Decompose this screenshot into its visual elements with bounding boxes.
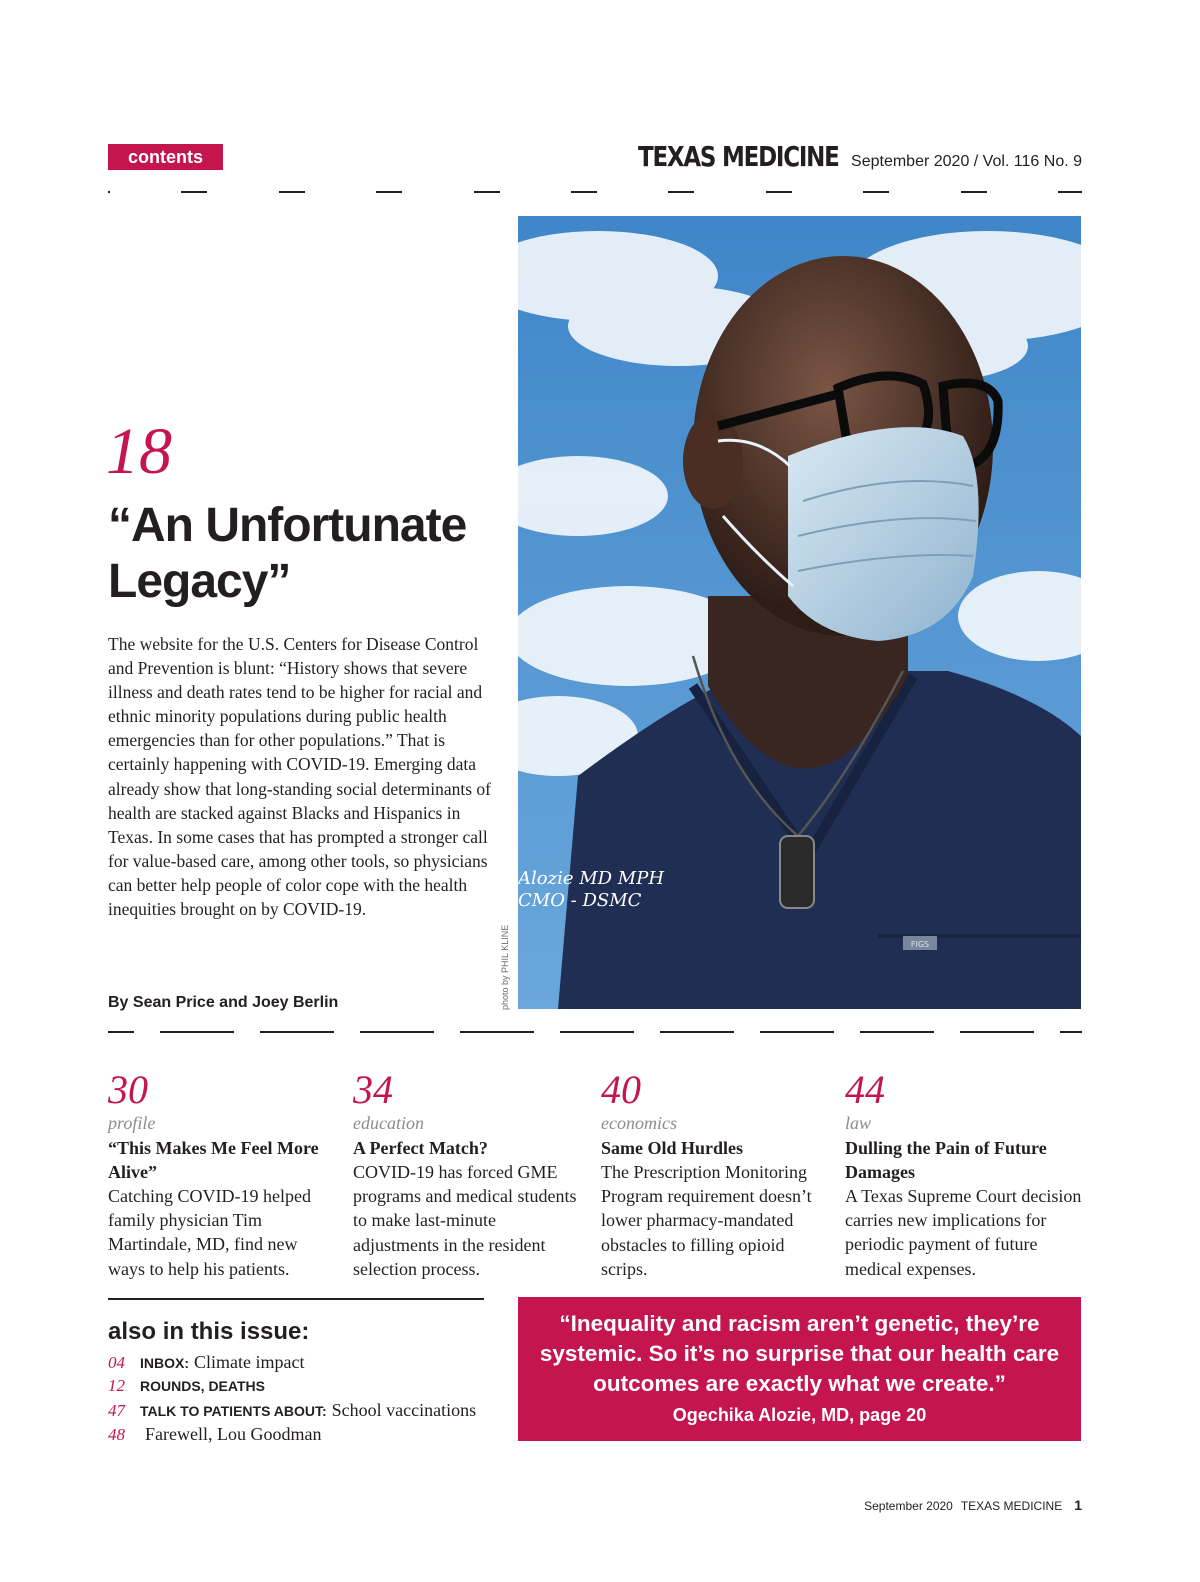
story-item[interactable] xyxy=(353,1068,583,1281)
also-item[interactable] xyxy=(108,1352,508,1376)
story-item[interactable] xyxy=(845,1068,1090,1281)
photo-pocket-label: FIGS xyxy=(910,940,930,949)
also-item[interactable] xyxy=(108,1424,508,1448)
story-item[interactable] xyxy=(108,1068,338,1281)
page-footer xyxy=(864,1497,1082,1513)
also-divider xyxy=(108,1298,484,1300)
story-section: law xyxy=(845,1113,872,1133)
feature-byline: By Sean Price and Joey Berlin xyxy=(108,994,339,1011)
also-text: Farewell, Lou Goodman xyxy=(145,1424,322,1444)
quote-attribution: Ogechika Alozie, MD, page 20 xyxy=(672,1405,927,1425)
story-headline[interactable]: Same Old Hurdles xyxy=(601,1138,744,1158)
story-page-number: 44 xyxy=(845,1067,885,1112)
pull-quote xyxy=(518,1297,1081,1441)
story-section: education xyxy=(353,1113,424,1133)
also-item[interactable] xyxy=(108,1376,508,1400)
also-list xyxy=(108,1352,508,1448)
photo-embroidery-name: Alozie MD MPH xyxy=(518,868,665,889)
footer-page-number: 1 xyxy=(1074,1497,1082,1513)
story-description: The Prescription Monitoring Program requirement doesn’t lower pharmacy-mandated obstacles to filling opioid scrips. xyxy=(601,1162,812,1279)
story-page-number: 34 xyxy=(353,1067,393,1112)
story-description: Catching COVID-19 helped family physician Tim Martindale, MD, find new ways to help his patients. xyxy=(108,1186,311,1279)
story-section: profile xyxy=(108,1113,156,1133)
story-headline[interactable]: “This Makes Me Feel More Alive” xyxy=(108,1138,319,1182)
divider-top xyxy=(108,191,1082,193)
footer-date: September 2020 xyxy=(864,1499,953,1513)
also-kicker: INBOX: xyxy=(140,1355,189,1371)
also-page: 47 xyxy=(108,1401,125,1420)
also-title: also in this issue: xyxy=(108,1318,310,1345)
story-description: A Texas Supreme Court decision carries new implications for periodic payment of future medical expenses. xyxy=(845,1186,1082,1279)
feature-page-number: 18 xyxy=(106,415,172,488)
also-kicker: ROUNDS, DEATHS xyxy=(140,1378,265,1394)
also-page: 04 xyxy=(108,1353,125,1372)
feature-body: The website for the U.S. Centers for Disease Control and Prevention is blunt: “History shows that severe illness and death rates tend to be higher for racial and ethnic minority populations during public health emergencies than for other populations.” That is certainly happening with COVID-19. Emerging data already show that long-standing social determinants of health are stacked against Blacks and Hispanics in Texas. In some cases that has prompted a stronger call for value-based care, among other tools, so physicians can better help people of color cope with the health inequities brought on by COVID-19. xyxy=(108,634,491,920)
story-description: COVID-19 has forced GME programs and medical students to make last-minute adjustments in the resident selection process. xyxy=(353,1162,577,1279)
photo-embroidery-title: CMO - DSMC xyxy=(518,890,642,911)
story-headline[interactable]: A Perfect Match? xyxy=(353,1138,488,1158)
issue-info: September 2020 / Vol. 116 No. 9 xyxy=(851,153,1082,170)
also-kicker: TALK TO PATIENTS ABOUT: xyxy=(140,1403,327,1419)
also-text: Climate impact xyxy=(194,1352,305,1372)
footer-brand: TEXAS MEDICINE xyxy=(960,1499,1063,1513)
quote-text: “Inequality and racism aren’t genetic, they’re systemic. So it’s no surprise that our health care outcomes are exactly what we create.” xyxy=(539,1311,1060,1396)
feature-photo[interactable] xyxy=(518,216,1081,1009)
contents-tag: contents xyxy=(108,144,223,170)
story-page-number: 40 xyxy=(601,1067,641,1112)
also-text: School vaccinations xyxy=(331,1400,477,1420)
story-section: economics xyxy=(601,1113,677,1133)
feature-title[interactable]: “An Unfortunate Legacy” xyxy=(108,499,467,608)
brand-logo: TEXAS MEDICINE xyxy=(638,140,840,173)
story-item[interactable] xyxy=(601,1068,831,1281)
divider-middle xyxy=(108,1031,1082,1033)
also-item[interactable] xyxy=(108,1400,508,1424)
story-headline[interactable]: Dulling the Pain of Future Damages xyxy=(845,1138,1047,1182)
also-page: 12 xyxy=(108,1376,125,1395)
photo-credit: photo by PHIL KLINE xyxy=(500,924,510,1010)
masthead xyxy=(594,140,1082,173)
also-page: 48 xyxy=(108,1425,125,1444)
story-page-number: 30 xyxy=(108,1067,148,1112)
